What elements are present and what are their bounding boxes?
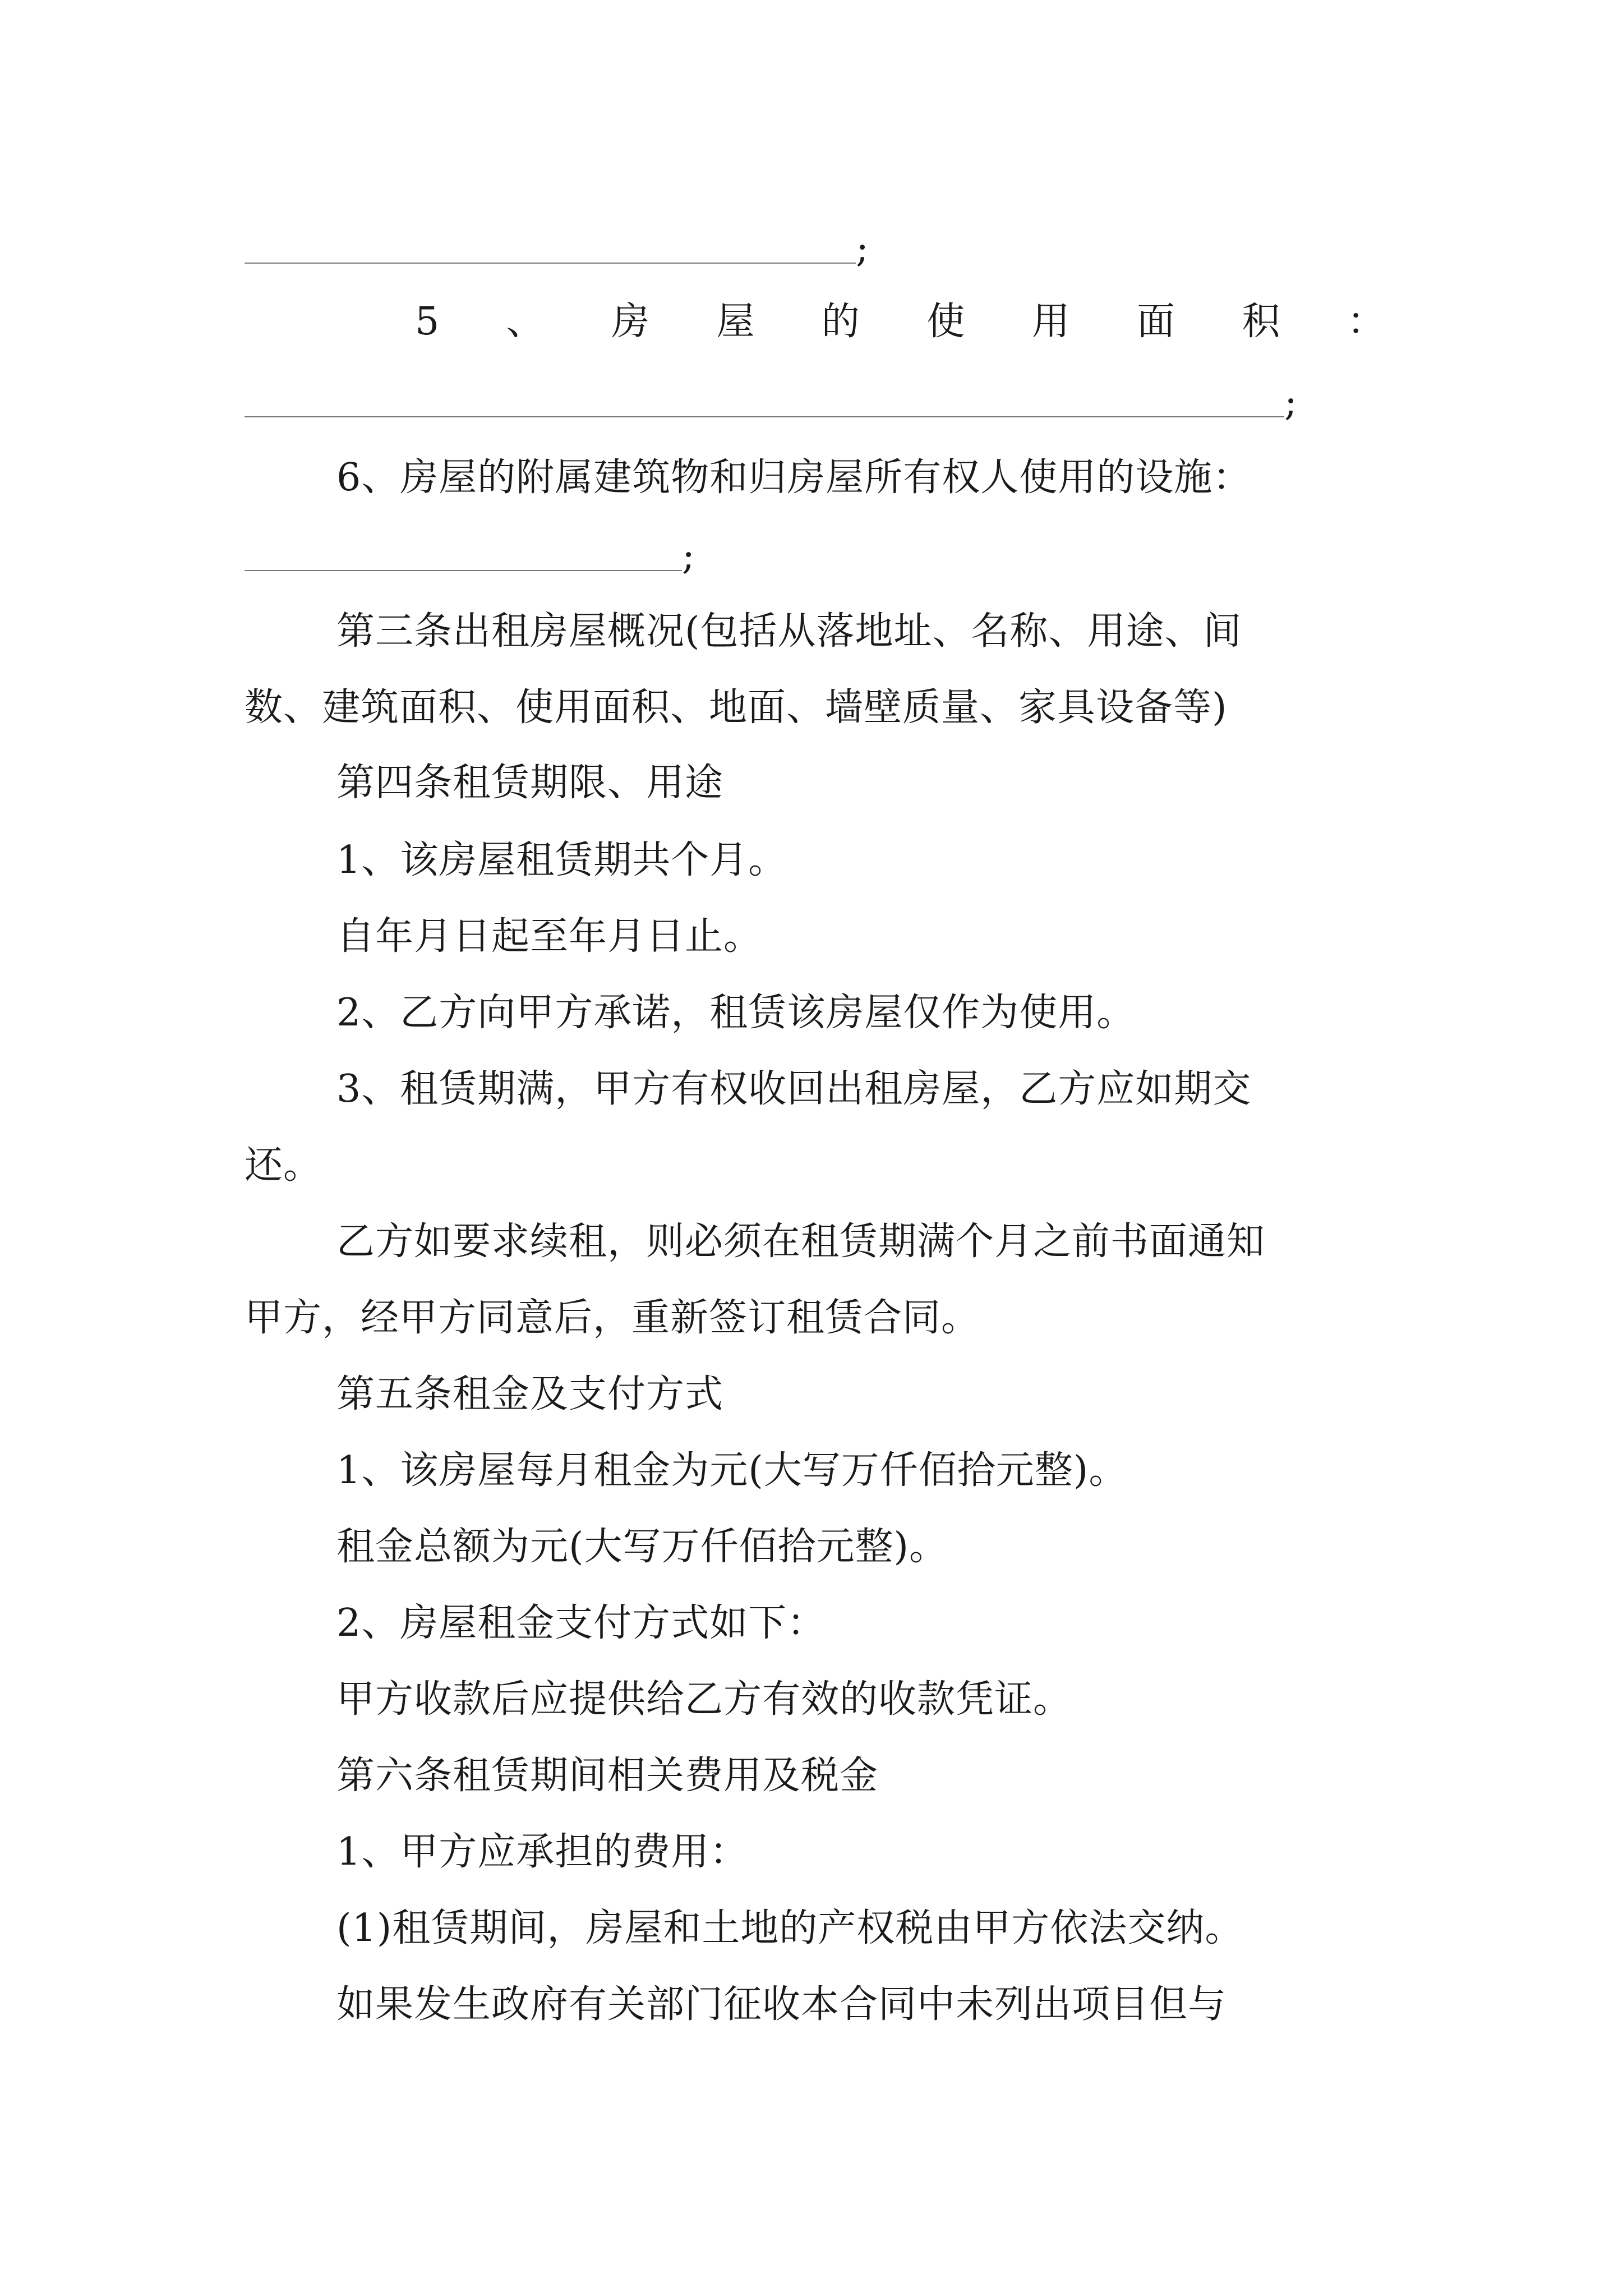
fill-in-blank bbox=[245, 416, 1284, 417]
item5-char: 积 bbox=[1242, 300, 1280, 344]
item5-char: 的 bbox=[821, 300, 860, 344]
paragraph: 数、建筑面积、使用面积、地面、墙壁质量、家具设备等) bbox=[245, 685, 1228, 730]
paragraph: (1)租赁期间，房屋和土地的产权税由甲方依法交纳。 bbox=[336, 1906, 1244, 1950]
section-heading: 第五条租金及支付方式 bbox=[336, 1372, 724, 1416]
paragraph: 如果发生政府有关部门征收本合同中未列出项目但与 bbox=[336, 1982, 1227, 2027]
item5-char: 用 bbox=[1031, 300, 1070, 344]
paragraph: 2、乙方向甲方承诺，租赁该房屋仅作为使用。 bbox=[336, 991, 1136, 1035]
paragraph: 甲方收款后应提供给乙方有效的收款凭证。 bbox=[336, 1677, 1072, 1722]
paragraph: 甲方，经甲方同意后，重新签订租赁合同。 bbox=[245, 1296, 980, 1340]
paragraph: 1、该房屋每月租金为元(大写万仟佰拾元整)。 bbox=[336, 1448, 1128, 1493]
item5-char: 5 bbox=[415, 300, 440, 344]
paragraph: 还。 bbox=[245, 1143, 322, 1188]
item5-char: 房 bbox=[611, 300, 650, 344]
paragraph: 1、甲方应承担的费用： bbox=[336, 1830, 749, 1874]
item-5-heading bbox=[415, 300, 1385, 344]
paragraph: 第三条出租房屋概况(包括从落地址、名称、用途、间 bbox=[336, 609, 1242, 654]
paragraph: 租金总额为元(大写万仟佰拾元整)。 bbox=[336, 1525, 948, 1569]
paragraph: 2、房屋租金支付方式如下： bbox=[336, 1601, 826, 1645]
item5-char: 、 bbox=[506, 300, 545, 344]
section-heading: 第四条租赁期限、用途 bbox=[336, 761, 724, 805]
section-heading: 第六条租赁期间相关费用及税金 bbox=[336, 1754, 879, 1798]
semicolon: ; bbox=[856, 227, 869, 271]
semicolon: ; bbox=[682, 534, 695, 578]
paragraph: 乙方如要求续租，则必须在租赁期满个月之前书面通知 bbox=[336, 1220, 1266, 1264]
paragraph: 1、该房屋租赁期共个月。 bbox=[336, 838, 787, 882]
item5-char: 面 bbox=[1137, 300, 1175, 344]
paragraph: 6、房屋的附属建筑物和归房屋所有权人使用的设施： bbox=[336, 455, 1252, 500]
item5-char: 屋 bbox=[716, 300, 755, 344]
paragraph: 3、租赁期满，甲方有权收回出租房屋，乙方应如期交 bbox=[336, 1067, 1252, 1111]
semicolon: ; bbox=[1284, 380, 1297, 425]
item5-char: ： bbox=[1347, 300, 1385, 344]
item5-char: 使 bbox=[926, 300, 965, 344]
fill-in-blank bbox=[245, 263, 856, 264]
fill-in-blank bbox=[245, 570, 682, 571]
paragraph: 自年月日起至年月日止。 bbox=[336, 914, 763, 959]
